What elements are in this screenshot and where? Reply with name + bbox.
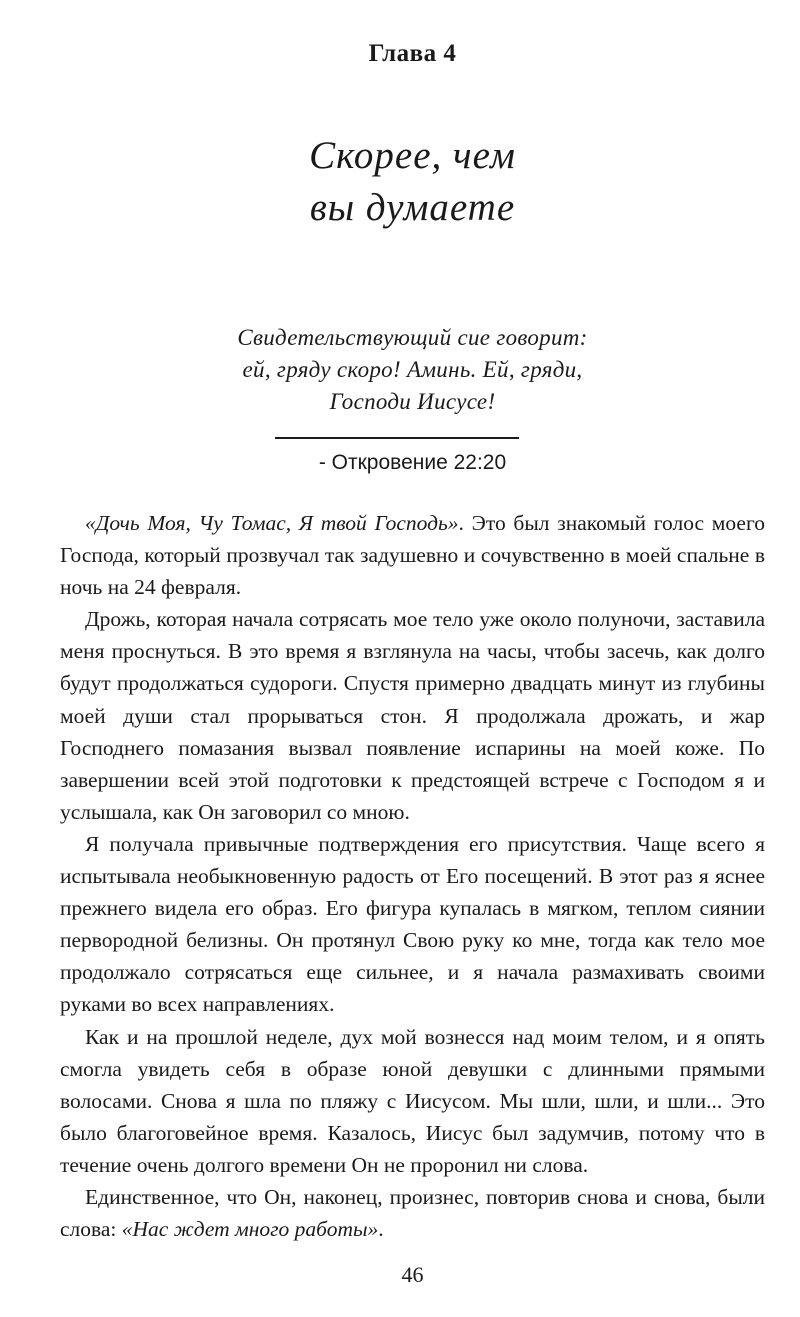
paragraph-1-quote: «Дочь Моя, Чу Томас, Я твой Господь» (85, 511, 459, 535)
chapter-title (60, 130, 765, 234)
epigraph (60, 322, 765, 418)
epigraph-line-1: Свидетельствующий сие говорит: (237, 325, 588, 350)
page-number: 46 (401, 1262, 424, 1287)
paragraph-5 (60, 1181, 765, 1245)
chapter-label: Глава 4 (368, 40, 457, 67)
paragraph-2-text: Дрожь, которая начала сотрясать мое тело уже около полуночи, заставила меня проснуться. В это время я взглянула на часы, чтобы засечь, как долго будут продолжаться судороги. Спустя примерно двадцать минут из глубины моей души стал прорываться стон. Я продолжала дрожать, и жар Господнего помазания вызвал появление испарины на моей коже. По завершении всей этой подготовки к предстоящей встрече с Господом я и услышала, как Он заговорил со мною. (60, 607, 765, 824)
paragraph-2 (60, 603, 765, 828)
epigraph-divider (275, 437, 519, 439)
chapter-title-line-1: Скорее, чем (309, 134, 516, 177)
body-text (60, 507, 765, 1245)
paragraph-5-tail: . (378, 1217, 384, 1242)
paragraph-1 (60, 507, 765, 603)
paragraph-4-text: Как и на прошлой неделе, дух мой вознесся над моим телом, и я опять смогла увидеть себя в образе юной девушки с длинными прямыми волосами. Снова я шла по пляжу с Иисусом. Мы шли, шли, и шли... Это было благоговейное время. Казалось, Иисус был задумчив, потому что в течение очень долгого времени Он не проронил ни слова. (60, 1024, 765, 1177)
paragraph-1-text: . Это был знакомый голос моего Господа, который прозвучал так задушевно и сочувственно в моей спальне в ночь на 24 февраля. (60, 511, 765, 600)
epigraph-source: - Откровение 22:20 (318, 451, 507, 474)
paragraph-3-text: Я получала привычные подтверждения его присутствия. Чаще всего я испытывала необыкновенную радость от Его посещений. В этот раз я яснее прежнего видела его образ. Его фигура купалась в мягком, теплом сиянии первородной белизны. Он протянул Свою руку ко мне, тогда как тело мое продолжало сотрясаться еще сильнее, и я начала размахивать своими руками во всех направлениях. (60, 831, 765, 1017)
paragraph-4 (60, 1021, 765, 1181)
book-page (60, 0, 765, 1317)
epigraph-line-3: Господи Иисусе! (329, 389, 496, 414)
epigraph-line-2: ей, гряду скоро! Аминь. Ей, гряди, (242, 357, 583, 382)
paragraph-5-quote: «Нас ждет много работы» (121, 1217, 379, 1242)
paragraph-5-text: Единственное, что Он, наконец, произнес, повторив снова и снова, были слова: (60, 1184, 765, 1242)
paragraph-3 (60, 828, 765, 1021)
chapter-title-line-2: вы думаете (309, 186, 516, 229)
